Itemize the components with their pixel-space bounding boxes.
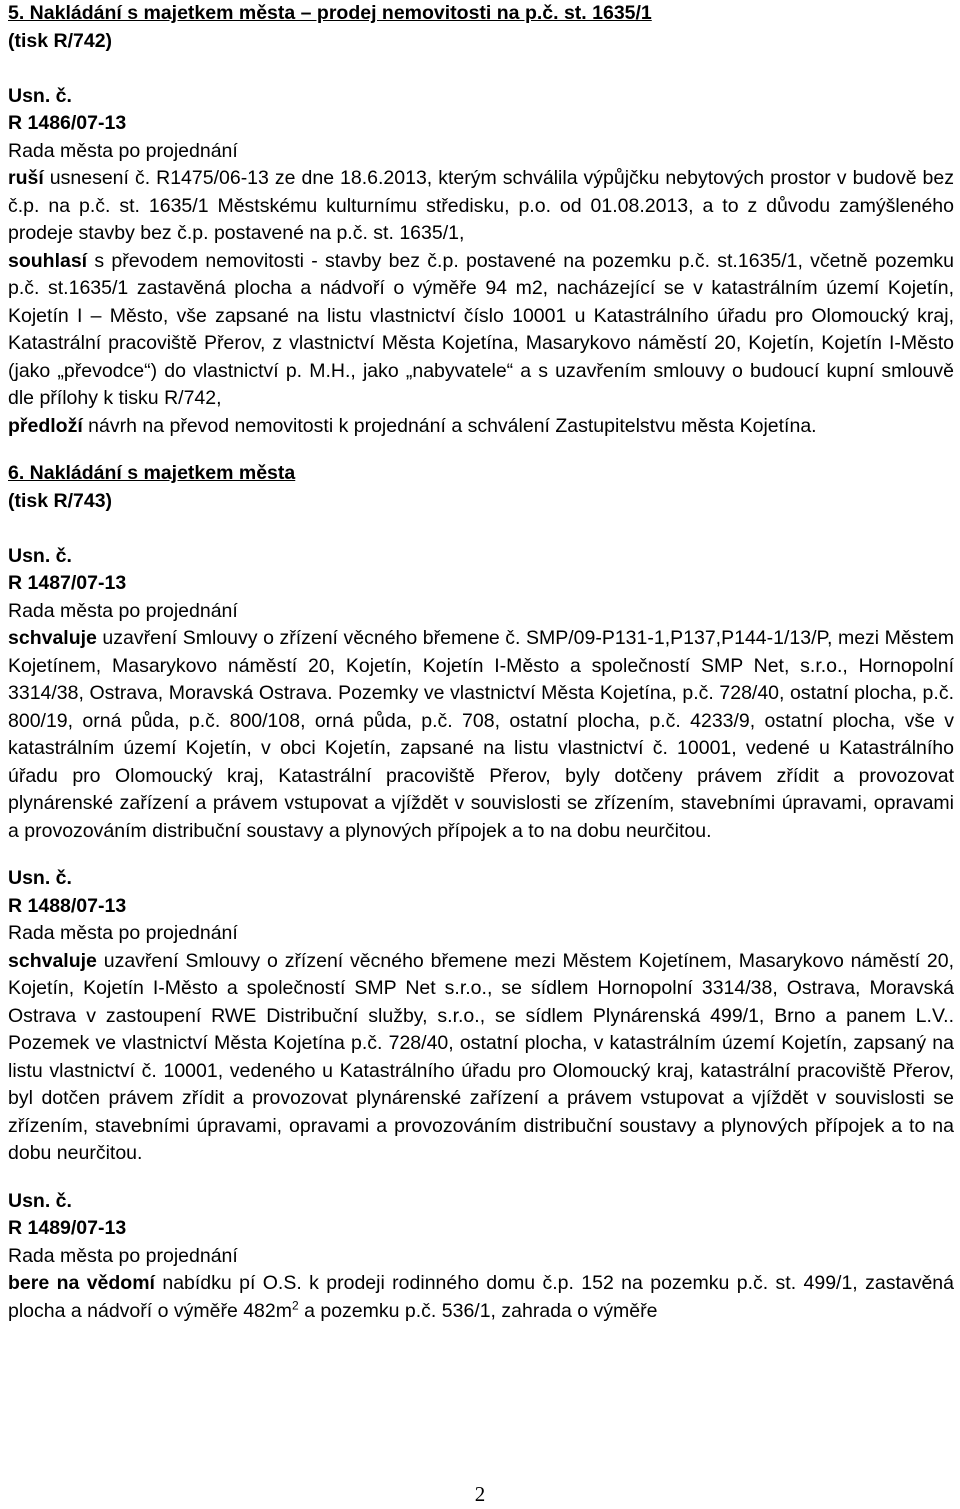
resolution-verb: bere na vědomí: [8, 1272, 155, 1294]
resolution-verb: schvaluje: [8, 627, 97, 649]
resolution-verb: schvaluje: [8, 949, 97, 972]
section-6-tisk: (tisk R/743): [8, 489, 113, 512]
superscript: 2: [292, 1298, 299, 1312]
resolution-paragraph-r1488: [8, 948, 954, 1168]
section-5-tisk: (tisk R/742): [8, 29, 113, 52]
resolution-paragraph-predlozi: [8, 413, 954, 441]
resolution-body-label: Rada města po projednání: [8, 599, 238, 622]
resolution-body-label: Rada města po projednání: [8, 922, 238, 944]
resolution-verb: souhlasí: [8, 249, 88, 272]
resolution-usn-label: Usn. č.: [8, 867, 72, 889]
resolution-text: návrh na převod nemovitosti k projednání a schválení Zastupitelstvu města Kojetína.: [82, 414, 817, 437]
spacer: [8, 845, 954, 865]
resolution-text: usnesení č. R1475/06-13 ze dne 18.6.2013, kterým schválila výpůjčku nebytových prostor v budově bez č.p. na p.č. st. 1635/1 Městskému kulturnímu středisku, p.o. od 01.08.2013, a to z důvodu zamýšleného prodeje stavby bez č.p. postavené na p.č. st. 1635/1,: [8, 167, 954, 244]
resolution-usn-label: Usn. č.: [8, 1189, 72, 1212]
resolution-number: R 1488/07-13: [8, 894, 127, 917]
resolution-text: nabídku pí O.S. k prodeji rodinného domu č.p. 152 na pozemku p.č. st. 499/1, zastavěná plocha a nádvoří o výměře 482m: [8, 1272, 954, 1322]
section-6-title: 6. Nakládání s majetkem města: [8, 462, 296, 484]
document-content: [8, 0, 954, 1325]
section-5-title: 5. Nakládání s majetkem města – prodej nemovitosti na p.č. st. 1635/1: [8, 2, 652, 24]
resolution-text: uzavření Smlouvy o zřízení věcného břemene mezi Městem Kojetínem, Masarykovo náměstí 20, Kojetín, Kojetín I-Město a společností SMP Net s.r.o., se sídlem Hornopolní 3314/38, Ostrava, Moravská Ostrava v zastoupení RWE Distribuční služby, s.r.o., se sídlem Plynárenská 499/1, Brno a panem L.V.. Pozemek ve vlastnictví Města Kojetína p.č. 728/40, ostatní plocha, v katastrálním území Kojetín, zapsaný na listu vlastnictví č. 10001, vedeného u Katastrálního úřadu pro Olomoucký kraj, katastrální pracoviště Přerov, byl dotčen právem zřídit a provozovat plynárenské zařízení a právem vstupovat a vjíždět v souvislosti se zřízením, stavebními úpravami, opravami a provozováním distribuční soustavy a plynových přípojek a to na dobu neurčitou.: [8, 949, 954, 1164]
resolution-text: a pozemku p.č. 536/1, zahrada o výměře: [298, 1299, 658, 1322]
resolution-verb: ruší: [8, 167, 44, 189]
spacer: [8, 55, 954, 83]
page-number: 2: [474, 1482, 486, 1506]
resolution-number: R 1487/07-13: [8, 572, 127, 594]
spacer: [8, 440, 954, 460]
resolution-text: uzavření Smlouvy o zřízení věcného břemene č. SMP/09-P131-1,P137,P144-1/13/P, mezi Městem Kojetínem, Masarykovo náměstí 20, Kojetín, Kojetín I-Město a společností SMP Net, s.r.o., Hornopolní 3314/38, Ostrava, Moravská Ostrava. Pozemky ve vlastnictví Města Kojetína, p.č. 728/40, ostatní plocha, p.č. 800/19, orná půda, p.č. 800/108, orná půda, p.č. 708, ostatní plocha, p.č. 4233/9, ostatní plocha, vše v katastrálním území Kojetín, v obci Kojetín, zapsané na listu vlastnictví č. 10001, vedené u Katastrálního úřadu pro Olomoucký kraj, Katastrální pracoviště Přerov, byly dotčeny právem zřídit a provozovat plynárenské zařízení a právem vstupovat a vjíždět v souvislosti se zřízením, stavebními úpravami, opravami a provozováním distribuční soustavy a plynových přípojek a to na dobu neurčitou.: [8, 627, 954, 842]
resolution-paragraph-r1487: [8, 625, 954, 845]
resolution-paragraph-rusi: [8, 165, 954, 248]
resolution-usn-label: Usn. č.: [8, 544, 72, 567]
resolution-verb: předloží: [8, 414, 83, 437]
section-6-heading: [8, 460, 954, 515]
resolution-usn-label: Usn. č.: [8, 84, 72, 107]
resolution-number: R 1486/07-13: [8, 112, 127, 134]
spacer: [8, 515, 954, 543]
resolution-paragraph-r1489: [8, 1270, 954, 1325]
spacer: [8, 1168, 954, 1188]
resolution-text: s převodem nemovitosti - stavby bez č.p. postavené na pozemku p.č. st.1635/1, včetně pozemku p.č. st.1635/1 zastavěná plocha a nádvoří o výměře 94 m2, nacházející se v katastrálním území Kojetín, Kojetín I – Město, vše zapsané na listu vlastnictví číslo 10001 u Katastrálního úřadu pro Olomoucký kraj, Katastrální pracoviště Přerov, z vlastnictví Města Kojetína, Masarykovo náměstí 20, Kojetín, Kojetín I-Město (jako „převodce“) do vlastnictví p. M.H., jako „nabyvatele“ a s uzavřením smlouvy o budoucí kupní smlouvě dle přílohy k tisku R/742,: [8, 249, 954, 409]
resolution-paragraph-souhlasi: [8, 248, 954, 413]
section-5-heading: [8, 0, 954, 55]
resolution-body-label: Rada města po projednání: [8, 1244, 238, 1267]
resolution-body-label: Rada města po projednání: [8, 139, 238, 162]
resolution-number: R 1489/07-13: [8, 1217, 127, 1239]
